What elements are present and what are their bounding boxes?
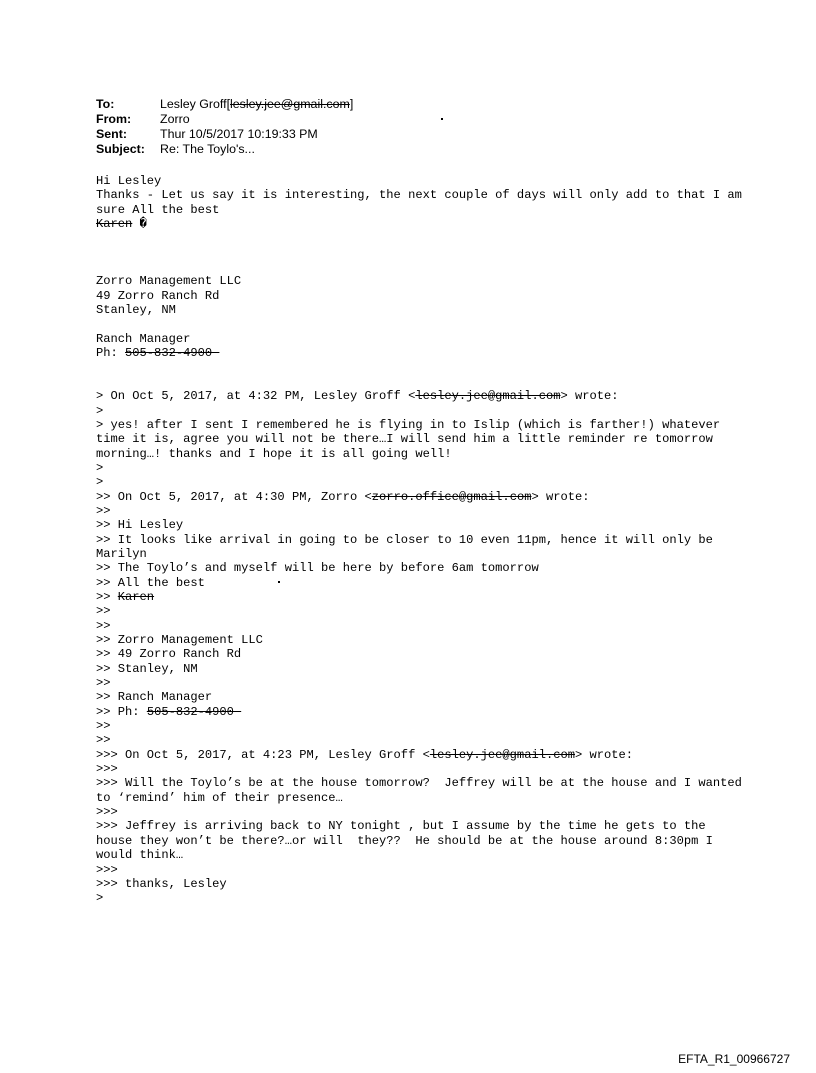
- redacted-text: 505-832-4900: [146, 704, 242, 719]
- body-line: [96, 676, 746, 690]
- header-sent-row: [96, 127, 353, 142]
- body-text-segment: > On Oct 5, 2017, at 4:32 PM, Lesley Groff <: [96, 389, 416, 404]
- body-text-segment: >>: [96, 503, 111, 518]
- body-line: [96, 819, 746, 862]
- body-text-segment: >>>: [96, 762, 118, 777]
- body-line: [96, 404, 746, 418]
- from-label: From:: [96, 112, 132, 126]
- body-text-segment: Ranch Manager: [96, 331, 191, 346]
- body-text-segment: >> Ph:: [96, 704, 147, 719]
- body-line: [96, 590, 746, 604]
- body-text-segment: >>: [96, 604, 111, 619]
- body-line: [96, 274, 746, 288]
- body-text-segment: >> 49 Zorro Ranch Rd: [96, 647, 242, 662]
- body-text-segment: Ph:: [96, 346, 126, 361]
- subject-value: Re: The Toylo's...: [160, 142, 255, 156]
- body-line: [96, 748, 746, 762]
- body-line: [96, 891, 746, 905]
- body-line: [96, 705, 746, 719]
- body-text-segment: >: [96, 475, 104, 490]
- body-text-segment: >> Ranch Manager: [96, 690, 213, 705]
- body-line: [96, 690, 746, 704]
- body-line: [96, 576, 746, 590]
- sent-value: Thur 10/5/2017 10:19:33 PM: [160, 127, 318, 141]
- to-name: Lesley Groff[: [160, 97, 231, 111]
- body-line: [96, 289, 746, 303]
- body-line: [96, 490, 746, 504]
- body-text-segment: >>: [96, 589, 118, 604]
- body-text-segment: >>> Jeffrey is arriving back to NY tonight , but I assume by the time he gets to the house they won’t be there?…or will they?? He should be at the house around 8:30pm I would think…: [96, 819, 721, 863]
- body-text-segment: >> Hi Lesley: [96, 518, 184, 533]
- from-value: Zorro: [160, 112, 190, 126]
- body-text-segment: Zorro Management LLC: [96, 274, 242, 289]
- body-text-segment: >>>: [96, 805, 118, 820]
- body-text-segment: �: [132, 217, 147, 232]
- body-line: [96, 174, 746, 188]
- body-line: [96, 231, 746, 245]
- bates-number: EFTA_R1_00966727: [678, 1052, 790, 1066]
- body-line: [96, 647, 746, 661]
- body-line: [96, 733, 746, 747]
- body-text-segment: Stanley, NM: [96, 303, 176, 318]
- redacted-text: lesley.jee@gmail.com: [429, 747, 575, 762]
- body-text-segment: > yes! after I sent I remembered he is flying in to Islip (which is farther!) whatever time it is, agree you will not be there…I will send him a little reminder re tomorrow morning…! thanks and I hope it is all going well!: [96, 417, 728, 461]
- body-line: [96, 346, 746, 360]
- body-text-segment: >> On Oct 5, 2017, at 4:30 PM, Zorro <: [96, 489, 372, 504]
- body-text-segment: 49 Zorro Ranch Rd: [96, 288, 220, 303]
- body-line: [96, 188, 750, 217]
- body-text-segment: >>> On Oct 5, 2017, at 4:23 PM, Lesley Groff <: [96, 747, 430, 762]
- body-line: [96, 533, 746, 562]
- redacted-text: 505-832-4900: [125, 346, 220, 361]
- body-line: [96, 375, 746, 389]
- body-text-segment: Thanks - Let us say it is interesting, the next couple of days will only add to that I am sure All the best: [96, 188, 750, 217]
- redacted-text: zorro.office@gmail.com: [371, 489, 532, 504]
- body-line: [96, 332, 746, 346]
- to-close: ]: [349, 97, 354, 111]
- body-line: [96, 561, 746, 575]
- body-text-segment: >: [96, 403, 104, 418]
- body-line: [96, 475, 746, 489]
- body-text-segment: >>: [96, 618, 111, 633]
- body-line: [96, 719, 746, 733]
- body-text-segment: >: [96, 460, 104, 475]
- body-text-segment: >> The Toylo’s and myself will be here by before 6am tomorrow: [96, 561, 539, 576]
- header-from-row: [96, 112, 353, 127]
- body-line: [96, 317, 746, 331]
- body-line: [96, 633, 746, 647]
- body-line: [96, 805, 746, 819]
- body-text-segment: >: [96, 891, 104, 906]
- body-line: [96, 217, 746, 231]
- body-line: [96, 863, 746, 877]
- body-line: [96, 604, 746, 618]
- body-line: [96, 877, 746, 891]
- body-text-segment: Hi Lesley: [96, 174, 162, 188]
- to-value: [160, 97, 353, 112]
- email-body: [96, 174, 750, 906]
- body-line: [96, 418, 746, 461]
- body-line: [96, 246, 746, 260]
- body-line: [96, 461, 746, 475]
- body-text-segment: >>: [96, 733, 111, 748]
- to-label: To:: [96, 97, 115, 111]
- sent-label: Sent:: [96, 127, 127, 141]
- body-line: [96, 776, 750, 805]
- email-header: [96, 97, 353, 157]
- redacted-text: lesley.jee@gmail.com: [415, 389, 561, 404]
- body-line: [96, 762, 746, 776]
- body-line: [96, 303, 746, 317]
- subject-label: Subject:: [96, 142, 145, 156]
- header-to-row: [96, 97, 353, 112]
- body-text-segment: > wrote:: [531, 489, 590, 504]
- body-text-segment: >>> Will the Toylo’s be at the house tomorrow? Jeffrey will be at the house and I wanted to ‘remind’ him of their presence…: [96, 776, 750, 805]
- body-line: [96, 360, 746, 374]
- body-line: [96, 662, 746, 676]
- body-line: [96, 619, 746, 633]
- body-text-segment: >>> thanks, Lesley: [96, 876, 227, 891]
- body-text-segment: >> Zorro Management LLC: [96, 633, 263, 647]
- body-line: [96, 504, 746, 518]
- to-email-redacted: lesley.jee@gmail.com: [230, 97, 350, 111]
- body-text-segment: >> All the best: [96, 575, 205, 590]
- redacted-text: Karen: [117, 589, 155, 604]
- body-text-segment: >> Stanley, NM: [96, 661, 198, 676]
- scan-speck: [441, 118, 443, 120]
- header-subject-row: [96, 142, 353, 157]
- body-line: [96, 389, 746, 403]
- body-line: [96, 260, 746, 274]
- body-text-segment: >>>: [96, 862, 118, 877]
- redacted-text: Karen: [96, 217, 133, 232]
- body-text-segment: >>: [96, 676, 111, 691]
- body-line: [96, 518, 746, 532]
- body-text-segment: > wrote:: [575, 747, 634, 762]
- body-text-segment: > wrote:: [560, 389, 619, 404]
- body-text-segment: >> It looks like arrival in going to be closer to 10 even 11pm, hence it will only be Marilyn: [96, 532, 721, 561]
- body-text-segment: >>: [96, 719, 111, 734]
